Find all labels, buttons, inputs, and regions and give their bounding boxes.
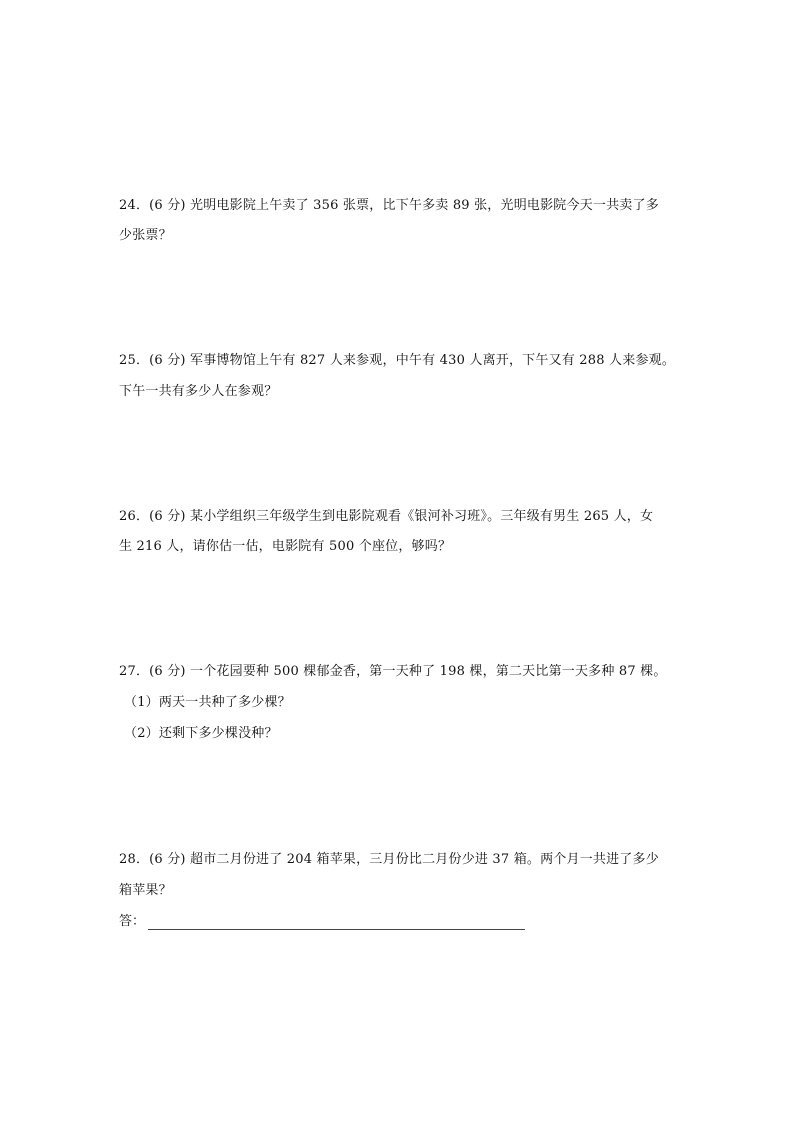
question-24-line-1: 24．(6 分) 光明电影院上午卖了 356 张票，比下午多卖 89 张，光明电影院今天一共卖了多: [119, 198, 659, 213]
question-27-line-1: 27．(6 分) 一个花园要种 500 棵郁金香，第一天种了 198 棵，第二天比第一天多种 87 棵。: [119, 664, 667, 679]
answer-blank-line[interactable]: [148, 929, 525, 930]
question-28-line-1: 28．(6 分) 超市二月份进了 204 箱苹果，三月份比二月份少进 37 箱。两个月一共进了多少: [119, 852, 659, 867]
question-27-sub-2: （2）还剩下多少棵没种？: [124, 726, 278, 741]
question-27-sub-1: （1）两天一共种了多少棵？: [124, 695, 291, 710]
question-25-line-1: 25．(6 分) 军事博物馆上午有 827 人来参观，中午有 430 人离开，下午又有 288 人来参观。: [119, 353, 676, 368]
answer-row: [119, 914, 539, 932]
question-26-line-2: 生 216 人，请你估一估，电影院有 500 个座位，够吗？: [119, 539, 452, 554]
question-25-line-2: 下午一共有多少人在参观？: [119, 384, 278, 399]
question-26-line-1: 26．(6 分) 某小学组织三年级学生到电影院观看《银河补习班》。三年级有男生 265 人，女: [119, 509, 654, 524]
question-28-line-2: 箱苹果？: [119, 883, 172, 898]
question-24-line-2: 少张票？: [119, 228, 172, 243]
answer-label: 答：: [119, 914, 146, 929]
